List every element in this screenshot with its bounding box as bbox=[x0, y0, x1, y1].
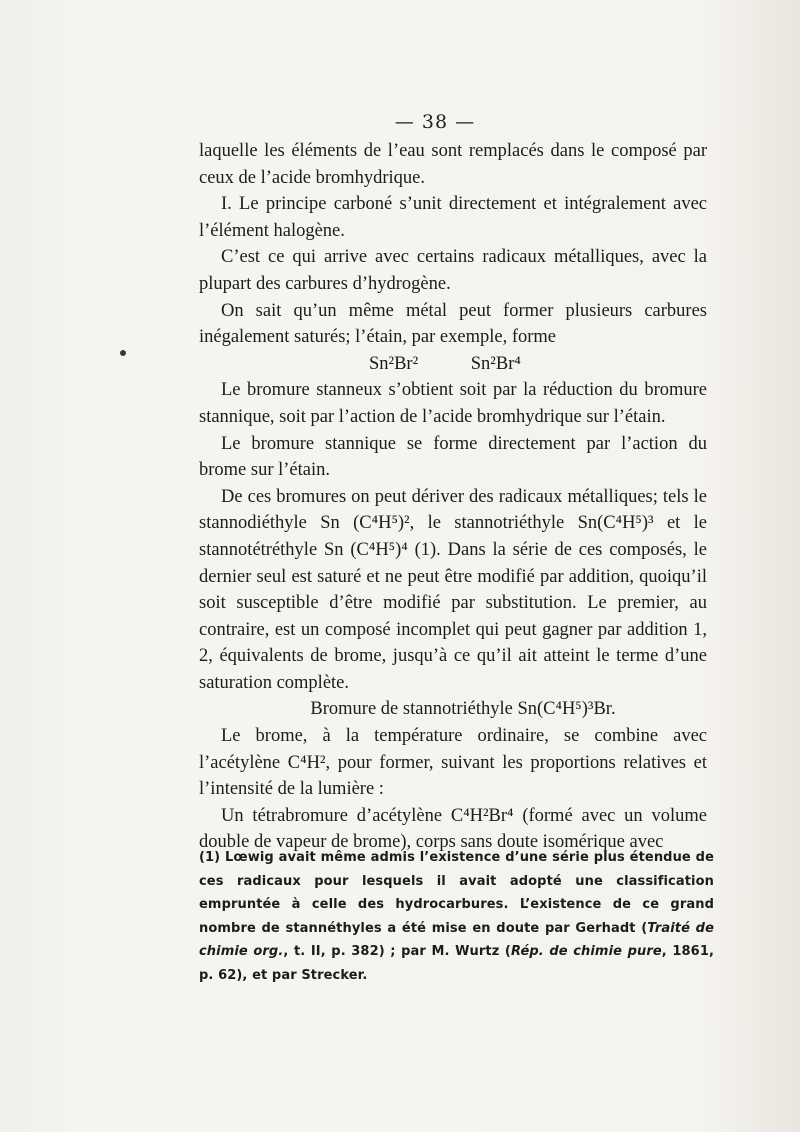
footnote-citation: Rép. de chimie pure bbox=[510, 944, 662, 959]
footnote-text: , t. II, p. 382) ; par M. Wurtz ( bbox=[283, 944, 511, 959]
paragraph: Le brome, à la température ordinaire, se combine avec l’acétylène C⁴H², pour former, suivant les proportions relatives et l’intensité de la lumière : bbox=[199, 726, 707, 800]
paragraph: laquelle les éléments de l’eau sont remplacés dans le composé par ceux de l’acide bromhydrique. bbox=[199, 141, 707, 188]
footnote-citation: Traité de chimie org. bbox=[199, 920, 714, 959]
tin-bromide-formulas bbox=[199, 351, 707, 378]
page-number: — 38 — bbox=[394, 111, 476, 133]
formula-stannous: Sn²Br² bbox=[369, 353, 419, 374]
footnote-text: , 1861, p. 62), et par Strecker. bbox=[199, 944, 714, 983]
main-text bbox=[199, 138, 707, 856]
paragraph: Le bromure stanneux s’obtient soit par la réduction du bromure stannique, soit par l’action de l’acide bromhydrique sur l’étain. bbox=[199, 380, 707, 427]
centered-formula: Bromure de stannotriéthyle Sn(C⁴H⁵)³Br. bbox=[310, 699, 616, 720]
paragraph: I. Le principe carboné s’unit directement et intégralement avec l’élément halogène. bbox=[199, 194, 707, 241]
paragraph: C’est ce qui arrive avec certains radicaux métalliques, avec la plupart des carbures d’hydrogène. bbox=[199, 247, 707, 294]
paragraph: De ces bromures on peut dériver des radicaux métalliques; tels le stannodiéthyle Sn (C⁴H⁵)², le stannotriéthyle Sn(C⁴H⁵)³ et le stannotétréthyle Sn (C⁴H⁵)⁴ (1). Dans la série de ces composés, le dernier seul est saturé et ne peut être modifié par addition, quoiqu’il soit susceptible d’être modifié par substitution. Le premier, au contraire, est un composé incomplet qui peut gagner par addition 1, 2, équivalents de brome, jusqu’à ce qu’il ait atteint le terme d’une saturation complète. bbox=[199, 486, 707, 693]
paragraph: Le bromure stannique se forme directement par l’action du brome sur l’étain. bbox=[199, 433, 707, 481]
formula-stannic: Sn²Br⁴ bbox=[470, 353, 521, 374]
paragraph: Un tétrabromure d’acétylène C⁴H²Br⁴ (formé avec un volume double de vapeur de brome), corps sans doute isomérique avec bbox=[199, 805, 707, 853]
paragraph: On sait qu’un même métal peut former plusieurs carbures inégalement saturés; l’étain, par exemple, forme bbox=[199, 300, 707, 348]
footnote bbox=[199, 846, 714, 987]
margin-mark bbox=[120, 350, 126, 356]
footnote-text: (1) Lœwig avait même admis l’existence d’une série plus étendue de ces radicaux pour lesquels il avait adopté une classification empruntée à celle des hydrocarbures. L’existence de ce grand nombre de stannéthyles a été mise en doute par Gerhadt ( bbox=[199, 850, 714, 936]
